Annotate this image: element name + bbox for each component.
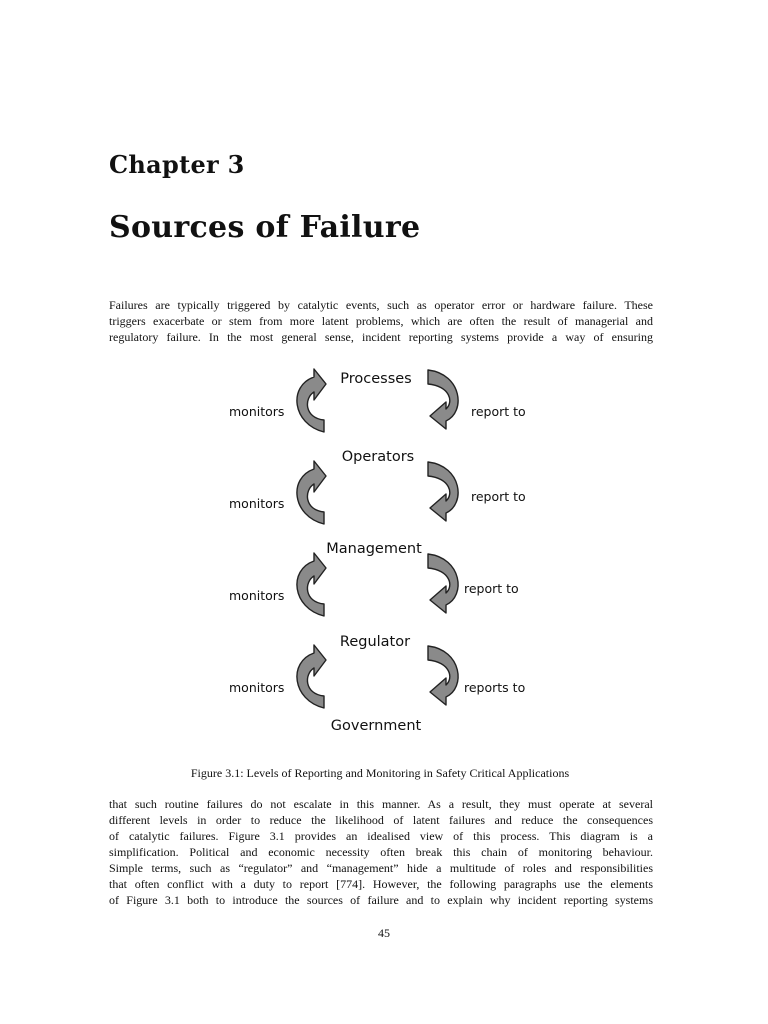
report-arrow xyxy=(428,462,458,521)
chapter-title: Sources of Failure xyxy=(109,210,421,245)
monitors-label: monitors xyxy=(229,496,285,511)
report-to-label: report to xyxy=(471,404,526,419)
body-paragraph xyxy=(109,796,653,908)
report-arrow xyxy=(428,646,458,705)
monitors-arrow xyxy=(297,461,326,524)
body-line: Simple terms, such as “regulator” and “management” hide a multitude of roles and responsibilities xyxy=(109,861,653,875)
level-label-regulator: Regulator xyxy=(339,634,411,650)
intro-paragraph xyxy=(109,297,653,345)
intro-line: regulatory failure. In the most general sense, incident reporting systems provide a way of ensuring xyxy=(109,330,653,344)
figure-caption: Figure 3.1: Levels of Reporting and Monitoring in Safety Critical Applications xyxy=(190,766,570,780)
intro-line: triggers exacerbate or stem from more latent problems, which are often the result of managerial and xyxy=(109,314,653,328)
report-arrow xyxy=(428,370,458,429)
monitors-arrow xyxy=(297,553,326,616)
intro-line: Failures are typically triggered by catalytic events, such as operator error or hardware failure. These xyxy=(109,298,653,312)
report-to-label: report to xyxy=(464,581,519,596)
body-line: that such routine failures do not escalate in this manner. As a result, they must operate at several xyxy=(109,797,653,811)
monitors-arrow xyxy=(297,645,326,708)
monitors-arrow xyxy=(297,369,326,432)
monitors-label: monitors xyxy=(229,680,285,695)
level-label-management: Management xyxy=(326,541,422,557)
body-line: of catalytic failures. Figure 3.1 provides an idealised view of this process. This diagram is a xyxy=(109,829,653,843)
body-line: different levels in order to reduce the likelihood of latent failures and reduce the consequences xyxy=(109,813,653,827)
monitors-label: monitors xyxy=(229,404,285,419)
level-label-operators: Operators xyxy=(341,449,415,465)
page-number: 45 xyxy=(378,926,390,940)
chapter-label: Chapter 3 xyxy=(109,150,245,179)
monitors-label: monitors xyxy=(229,588,285,603)
figure-3-1 xyxy=(200,360,560,740)
level-label-processes: Processes xyxy=(340,371,412,387)
body-line: that often conflict with a duty to report [774]. However, the following paragraphs use the elements xyxy=(109,877,653,891)
body-line: of Figure 3.1 both to introduce the sources of failure and to explain why incident reporting systems xyxy=(109,893,653,907)
body-line: simplification. Political and economic necessity often break this chain of monitoring behaviour. xyxy=(109,845,653,859)
level-label-government: Government xyxy=(330,718,422,734)
report-arrow xyxy=(428,554,458,613)
arrow-group xyxy=(297,369,458,708)
reporting-diagram xyxy=(200,360,560,740)
report-to-label: report to xyxy=(471,489,526,504)
reports-to-label: reports to xyxy=(464,680,526,695)
